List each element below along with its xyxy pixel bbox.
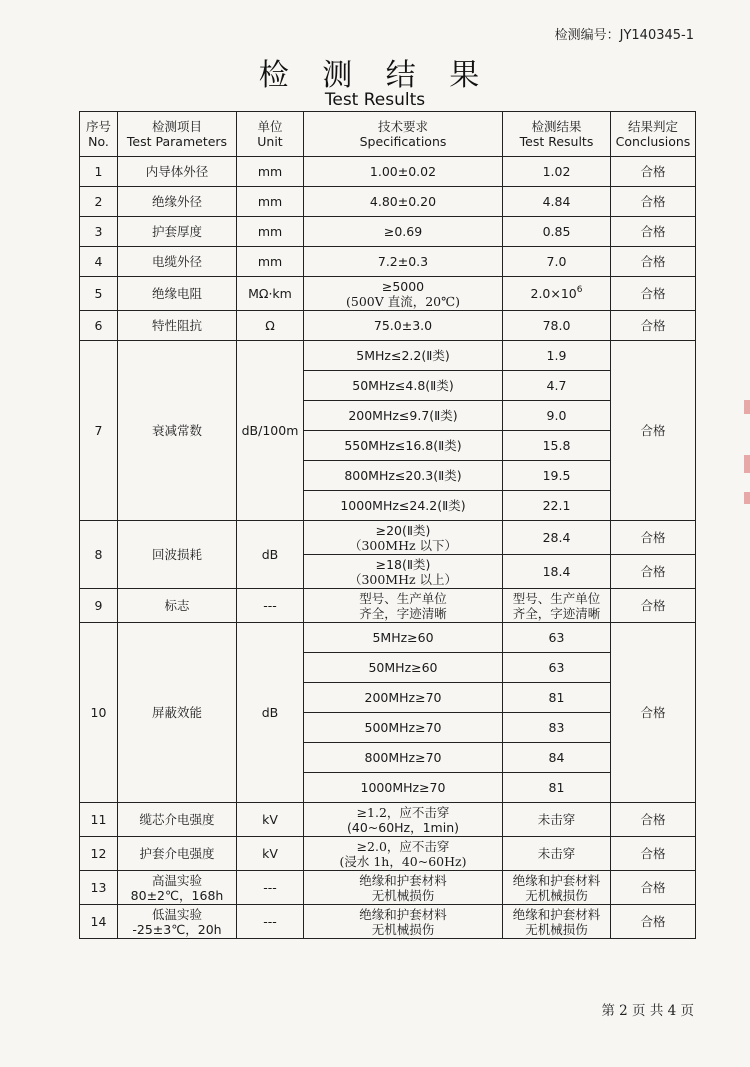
col-header-result [503,112,611,157]
row-param: 绝缘外径 [118,187,237,217]
row-result: 19.5 [503,461,611,491]
row-unit: dB [237,521,304,589]
row-no: 8 [80,521,118,589]
row-conclusion: 合格 [611,589,696,623]
row-result: 63 [503,623,611,653]
col-header-spec-en: Specifications [359,134,447,149]
row-no: 10 [80,623,118,803]
table-row [80,157,696,187]
row-result [503,277,611,311]
row-unit: dB/100m [237,341,304,521]
row-no: 4 [80,247,118,277]
row-conclusion: 合格 [611,803,696,837]
row-unit: mm [237,157,304,187]
row-no: 12 [80,837,118,871]
row-no: 5 [80,277,118,311]
row-result: 28.4 [503,521,611,555]
result-exponent: 6 [576,285,583,295]
table-row [80,247,696,277]
row-spec [304,589,503,623]
row-conclusion: 合格 [611,187,696,217]
spec-line-2: （300MHz 以上） [348,571,458,587]
table-row [80,837,696,871]
table-row [80,803,696,837]
spec-line-1: ≥1.2，应不击穿 [356,804,450,820]
row-result [503,871,611,905]
table-row [80,871,696,905]
row-spec [304,803,503,837]
row-conclusion: 合格 [611,555,696,589]
spec-line-2: (浸水 1h，40~60Hz) [339,853,467,869]
row-spec [304,555,503,589]
result-line-2: 齐全，字迹清晰 [512,605,601,621]
row-no: 3 [80,217,118,247]
row-unit: --- [237,589,304,623]
row-param: 标志 [118,589,237,623]
row-param: 电缆外径 [118,247,237,277]
spec-line-1: 型号、生产单位 [359,590,447,606]
row-conclusion: 合格 [611,871,696,905]
row-spec: 1000MHz≥70 [304,773,503,803]
row-result: 4.7 [503,371,611,401]
seal-edge-mark [744,400,750,414]
row-unit: dB [237,623,304,803]
result-line-1: 绝缘和护套材料 [512,906,601,922]
row-no: 2 [80,187,118,217]
col-header-param-en: Test Parameters [126,134,228,149]
row-spec: ≥0.69 [304,217,503,247]
row-result: 7.0 [503,247,611,277]
row-result: 1.02 [503,157,611,187]
report-number [555,24,694,43]
row-param [118,905,237,939]
row-spec: 200MHz≤9.7(Ⅱ类) [304,401,503,431]
table-row [80,905,696,939]
row-spec: 550MHz≤16.8(Ⅱ类) [304,431,503,461]
param-line-2: -25±3℃，20h [132,921,222,937]
result-line-1: 型号、生产单位 [512,590,601,606]
row-conclusion: 合格 [611,157,696,187]
col-header-conclusion [611,112,696,157]
col-header-concl-en: Conclusions [615,134,691,149]
spec-line-1: ≥2.0，应不击穿 [356,838,450,854]
row-no: 6 [80,311,118,341]
row-result: 18.4 [503,555,611,589]
row-result: 0.85 [503,217,611,247]
spec-line-1: ≥5000 [381,278,425,294]
table-row [80,341,696,371]
table-row [80,589,696,623]
col-header-no [80,112,118,157]
table-row [80,187,696,217]
row-conclusion: 合格 [611,905,696,939]
row-param: 回波损耗 [118,521,237,589]
row-spec: 1000MHz≤24.2(Ⅱ类) [304,491,503,521]
row-spec: 1.00±0.02 [304,157,503,187]
row-result [503,905,611,939]
row-conclusion: 合格 [611,217,696,247]
row-spec: 200MHz≥70 [304,683,503,713]
row-conclusion: 合格 [611,837,696,871]
col-header-result-en: Test Results [519,134,594,149]
row-spec [304,521,503,555]
row-unit: --- [237,905,304,939]
row-unit: mm [237,187,304,217]
param-line-2: 80±2℃，168h [130,887,224,903]
row-unit: kV [237,837,304,871]
spec-line-1: 绝缘和护套材料 [359,906,447,922]
row-param: 特性阻抗 [118,311,237,341]
row-spec: 4.80±0.20 [304,187,503,217]
row-param: 绝缘电阻 [118,277,237,311]
seal-edge-mark [744,455,750,473]
row-param: 屏蔽效能 [118,623,237,803]
result-line-1: 绝缘和护套材料 [512,872,601,888]
table-row [80,277,696,311]
row-spec: 50MHz≤4.8(Ⅱ类) [304,371,503,401]
row-no: 11 [80,803,118,837]
row-spec: 50MHz≥60 [304,653,503,683]
row-result [503,589,611,623]
row-conclusion: 合格 [611,311,696,341]
row-result: 1.9 [503,341,611,371]
report-number-value: JY140345-1 [619,28,694,43]
result-line-2: 无机械损伤 [525,887,588,903]
row-unit: --- [237,871,304,905]
row-conclusion: 合格 [611,623,696,803]
result-base: 2.0×10 [530,286,577,301]
spec-line-2: (40~60Hz，1min) [346,819,460,835]
row-result: 9.0 [503,401,611,431]
row-unit: mm [237,247,304,277]
row-result: 4.84 [503,187,611,217]
row-conclusion: 合格 [611,341,696,521]
row-spec: 800MHz≤20.3(Ⅱ类) [304,461,503,491]
row-unit: kV [237,803,304,837]
row-result: 未击穿 [503,837,611,871]
spec-line-2: （300MHz 以下） [348,537,458,553]
row-conclusion: 合格 [611,247,696,277]
row-spec: 5MHz≤2.2(Ⅱ类) [304,341,503,371]
row-result: 81 [503,773,611,803]
row-no: 1 [80,157,118,187]
row-spec: 75.0±3.0 [304,311,503,341]
row-param: 衰减常数 [118,341,237,521]
row-result: 84 [503,743,611,773]
page-number: 第 2 页 共 4 页 [601,1003,694,1019]
row-result: 63 [503,653,611,683]
col-header-no-cn: 序号 [85,119,111,134]
table-row [80,623,696,653]
col-header-concl-cn: 结果判定 [627,119,678,134]
spec-line-2: 无机械损伤 [371,921,435,937]
row-no: 7 [80,341,118,521]
row-param: 缆芯介电强度 [118,803,237,837]
row-unit: mm [237,217,304,247]
row-param [118,871,237,905]
page-title-en: Test Results [324,90,426,110]
param-line-1: 高温实验 [151,872,202,888]
row-param: 内导体外径 [118,157,237,187]
param-line-1: 低温实验 [151,906,202,922]
row-param: 护套介电强度 [118,837,237,871]
row-no: 9 [80,589,118,623]
row-param: 护套厚度 [118,217,237,247]
col-header-spec [304,112,503,157]
row-conclusion: 合格 [611,521,696,555]
row-result: 22.1 [503,491,611,521]
row-no: 13 [80,871,118,905]
results-table [79,111,696,939]
row-spec: 5MHz≥60 [304,623,503,653]
row-unit: MΩ·km [237,277,304,311]
spec-line-2: 无机械损伤 [371,887,435,903]
row-result: 78.0 [503,311,611,341]
row-unit: Ω [237,311,304,341]
row-result: 未击穿 [503,803,611,837]
col-header-unit-cn: 单位 [257,119,283,134]
row-spec [304,277,503,311]
col-header-result-cn: 检测结果 [531,119,582,134]
spec-line-1: ≥20(Ⅱ类) [375,522,431,538]
col-header-param-cn: 检测项目 [151,119,202,134]
col-header-unit [237,112,304,157]
report-number-label: 检测编号： [554,28,620,43]
row-result: 15.8 [503,431,611,461]
table-row [80,521,696,555]
row-spec [304,871,503,905]
result-line-2: 无机械损伤 [525,921,588,937]
col-header-no-en: No. [88,134,109,149]
row-spec: 500MHz≥70 [304,713,503,743]
table-row [80,217,696,247]
table-header-row [80,112,696,157]
col-header-spec-cn: 技术要求 [377,119,428,134]
row-spec [304,905,503,939]
spec-line-2: (500V 直流，20℃) [345,293,460,309]
row-spec [304,837,503,871]
spec-line-1: ≥18(Ⅱ类) [375,556,431,572]
col-header-param [118,112,237,157]
row-conclusion: 合格 [611,277,696,311]
row-spec: 800MHz≥70 [304,743,503,773]
page-title-cn: 检 测 结 果 [258,58,492,93]
spec-line-1: 绝缘和护套材料 [359,872,447,888]
row-result: 81 [503,683,611,713]
spec-line-2: 齐全，字迹清晰 [359,605,447,621]
row-result: 83 [503,713,611,743]
row-no: 14 [80,905,118,939]
seal-edge-mark [744,492,750,504]
row-spec: 7.2±0.3 [304,247,503,277]
col-header-unit-en: Unit [257,134,283,149]
table-row [80,311,696,341]
